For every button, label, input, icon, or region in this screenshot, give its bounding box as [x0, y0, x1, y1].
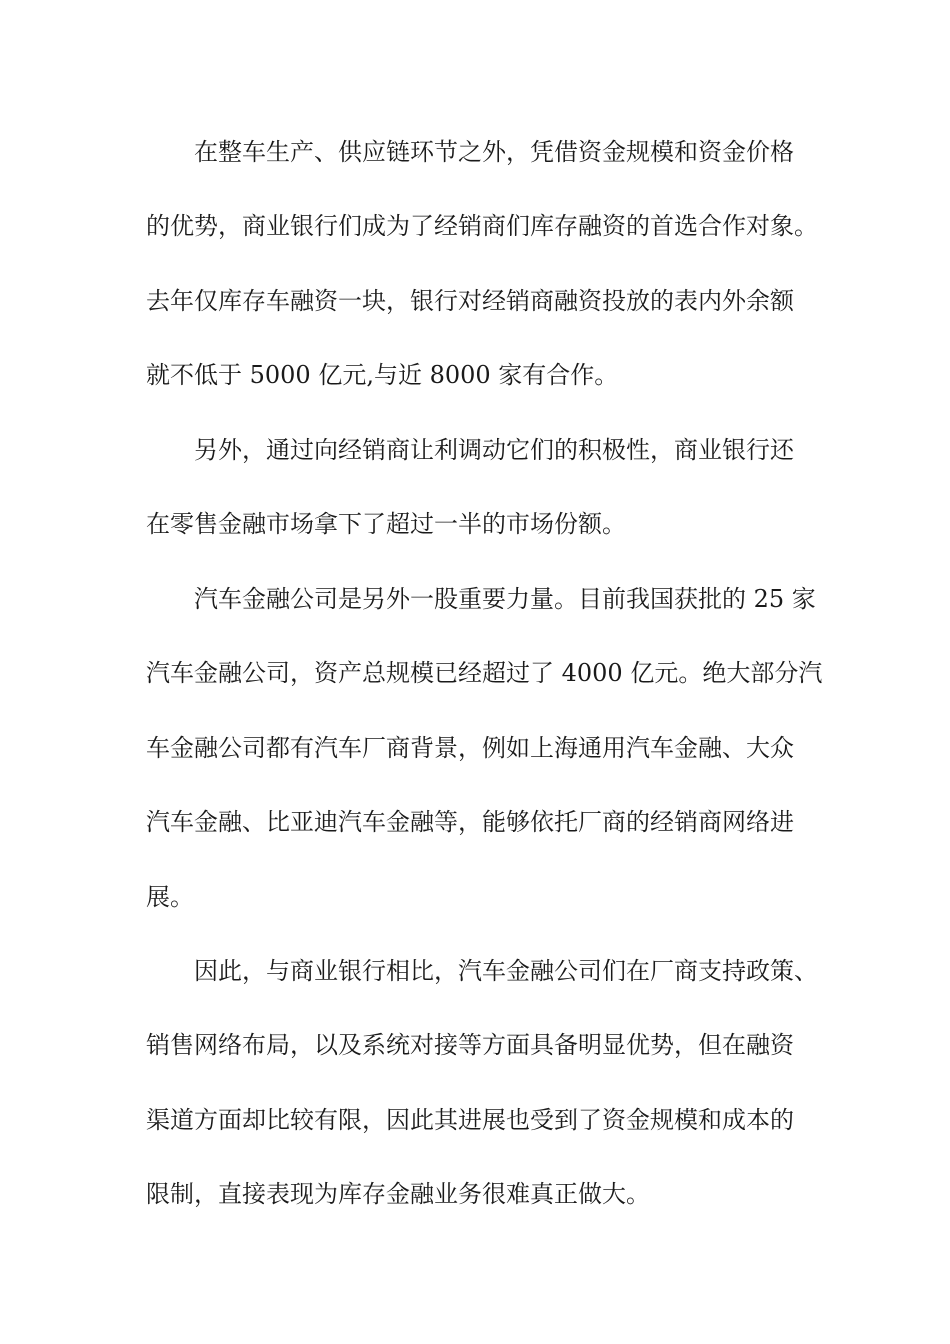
- text-line: 汽车金融公司是另外一股重要力量。目前我国获批的 25 家: [194, 585, 816, 613]
- text-line: 去年仅库存车融资一块，银行对经销商融资投放的表内外余额: [146, 287, 794, 315]
- text-line: 展。: [146, 883, 194, 911]
- text-line: 车金融公司都有汽车厂商背景，例如上海通用汽车金融、大众: [146, 734, 794, 762]
- text-line: 另外，通过向经销商让利调动它们的积极性，商业银行还: [194, 436, 794, 464]
- text-line: 汽车金融公司，资产总规模已经超过了 4000 亿元。绝大部分汽: [146, 659, 823, 687]
- text-line: 汽车金融、比亚迪汽车金融等，能够依托厂商的经销商网络进: [146, 808, 794, 836]
- text-line: 因此，与商业银行相比，汽车金融公司们在厂商支持政策、: [194, 957, 818, 985]
- text-line: 限制，直接表现为库存金融业务很难真正做大。: [146, 1180, 650, 1208]
- text-line: 就不低于 5000 亿元,与近 8000 家有合作。: [146, 361, 619, 389]
- text-line: 销售网络布局，以及系统对接等方面具备明显优势，但在融资: [146, 1031, 794, 1059]
- text-line: 的优势，商业银行们成为了经销商们库存融资的首选合作对象。: [146, 212, 818, 240]
- text-line: 在整车生产、供应链环节之外，凭借资金规模和资金价格: [194, 138, 794, 166]
- text-line: 在零售金融市场拿下了超过一半的市场份额。: [146, 510, 626, 538]
- text-line: 渠道方面却比较有限，因此其进展也受到了资金规模和成本的: [146, 1106, 794, 1134]
